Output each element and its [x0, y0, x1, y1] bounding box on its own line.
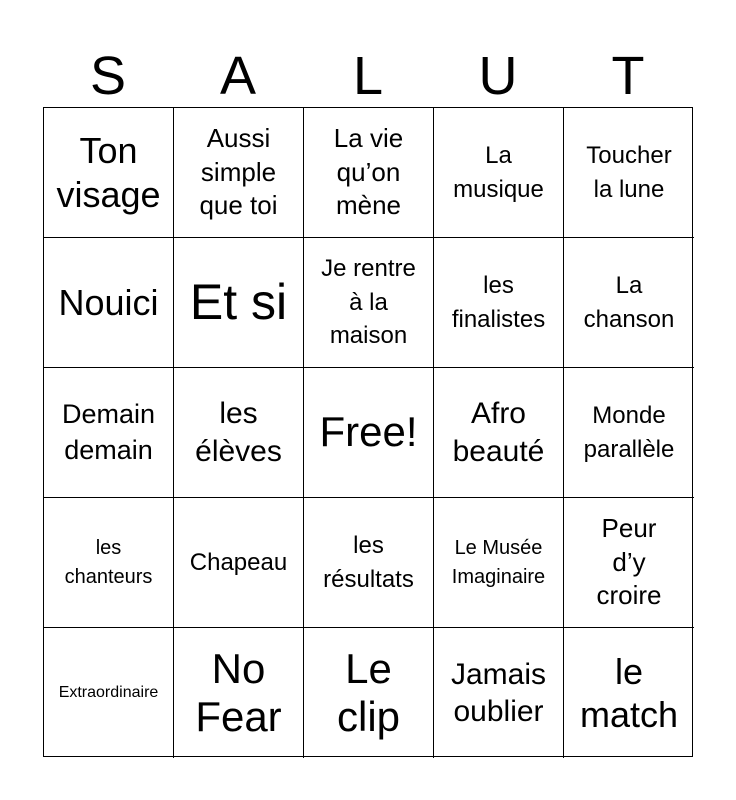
bingo-cell[interactable]: La vie qu’on mène — [304, 108, 434, 238]
bingo-cell[interactable]: Ton visage — [44, 108, 174, 238]
bingo-cell[interactable]: les finalistes — [434, 238, 564, 368]
bingo-cell[interactable]: les résultats — [304, 498, 434, 628]
bingo-cell[interactable]: Chapeau — [174, 498, 304, 628]
bingo-cell[interactable]: Le clip — [304, 628, 434, 758]
free-space[interactable]: Free! — [304, 368, 434, 498]
bingo-cell[interactable]: Nouici — [44, 238, 174, 368]
bingo-cell[interactable]: Toucher la lune — [564, 108, 694, 238]
bingo-cell[interactable]: La chanson — [564, 238, 694, 368]
bingo-cell[interactable]: Je rentre à la maison — [304, 238, 434, 368]
bingo-cell[interactable]: les élèves — [174, 368, 304, 498]
bingo-cell[interactable]: Demain demain — [44, 368, 174, 498]
bingo-cell[interactable]: Jamais oublier — [434, 628, 564, 758]
bingo-cell[interactable]: le match — [579, 650, 679, 735]
bingo-cell[interactable]: La musique — [434, 108, 564, 238]
header-letter-a: A — [219, 46, 257, 106]
bingo-header — [43, 44, 693, 108]
bingo-cell[interactable]: Peur d’y croire — [564, 498, 694, 628]
bingo-cell[interactable]: No Fear — [174, 628, 304, 758]
bingo-cell[interactable]: les chanteurs — [44, 498, 174, 628]
bingo-grid — [43, 107, 693, 757]
header-letter-s: S — [89, 46, 127, 106]
header-letter-u: U — [478, 46, 518, 106]
bingo-cell[interactable]: Extraordinaire — [44, 628, 174, 758]
bingo-cell[interactable]: Monde parallèle — [564, 368, 694, 498]
header-letter-t: T — [611, 46, 645, 106]
header-letter-l: L — [352, 46, 384, 106]
bingo-cell[interactable]: Le Musée Imaginaire — [434, 498, 564, 628]
bingo-cell[interactable]: Et si — [174, 238, 304, 368]
bingo-cell[interactable]: Afro beauté — [434, 368, 564, 498]
bingo-cell[interactable]: Aussi simple que toi — [174, 108, 304, 238]
